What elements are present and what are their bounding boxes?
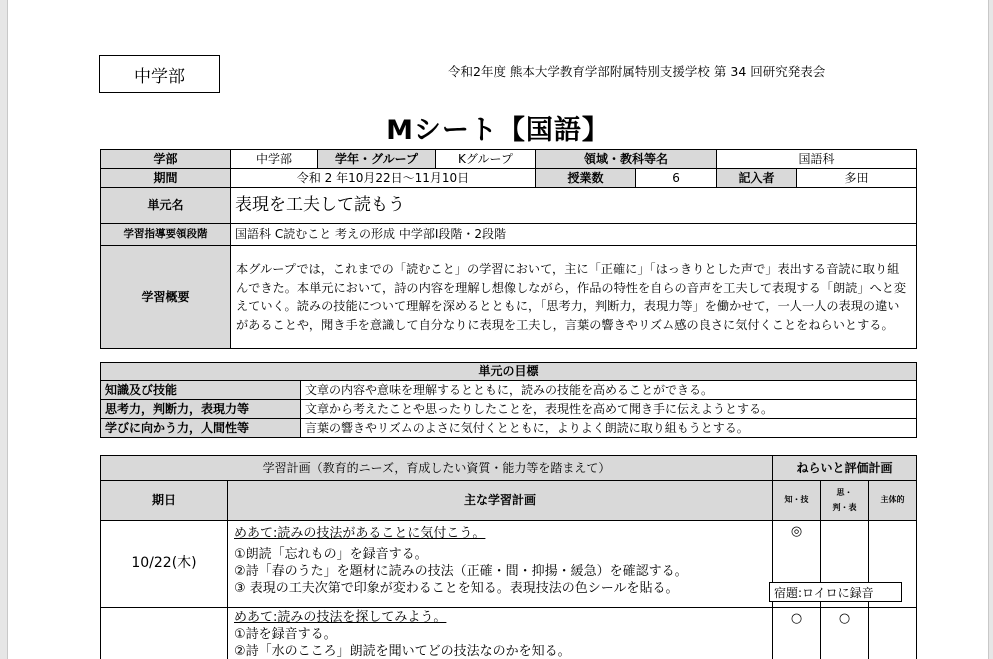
table-row xyxy=(101,608,917,659)
col-eval-thinking-bottom: 判・表 xyxy=(832,502,857,512)
area-value: 国語科 xyxy=(717,150,917,169)
col-plan: 主な学習計画 xyxy=(228,481,773,521)
row-step: ③ 表現の工夫次第で印象が変わることを知る。表現技法の色シールを貼る。 xyxy=(234,581,679,596)
goal-label-thinking: 思考力，判断力，表現力等 xyxy=(101,400,301,419)
col-eval-attitude: 主体的 xyxy=(869,481,917,521)
department-box xyxy=(99,55,220,93)
lessons-label: 授業数 xyxy=(536,169,636,188)
eval-mark-thinking: ○ xyxy=(821,608,869,659)
lessons-value: 6 xyxy=(636,169,717,188)
plan-heading: 学習計画（教育的ニーズ，育成したい資質・能力等を踏まえて） xyxy=(101,456,773,481)
row-plan xyxy=(228,608,773,659)
period-label: 期間 xyxy=(101,169,231,188)
row-date xyxy=(101,608,228,659)
unit-label: 単元名 xyxy=(101,188,231,224)
period-value: 令和 2 年10月22日〜11月10日 xyxy=(231,169,536,188)
row-step: ②詩「春のうた」を題材に読みの技法（正確・間・抑揚・緩急）を確認する。 xyxy=(234,564,688,579)
row-step: ①朗読「忘れもの」を録音する。 xyxy=(234,547,428,562)
col-date: 期日 xyxy=(101,481,228,521)
row-plan xyxy=(228,521,773,608)
goal-text-attitude: 言葉の響きやリズムのよさに気付くとともに，よりよく朗読に取り組もうとする。 xyxy=(301,419,917,438)
area-label: 領域・教科等名 xyxy=(536,150,717,169)
overview-text: 本グループでは，これまでの「読むこと」の学習において，主に「正確に」「はっきりとした声で」表出する音読に取り組んできた。本単元において，詩の内容を理解し想像しながら，作品の特性を自らの音声を工夫して表現する「朗読」へと変えていく。読みの技能について理解を深めるとともに，「思考力，判断力，表現力等」を働かせて，一人一人の表現の違いがあることや，聞き手を意識して自分なりに表現を工夫し，言葉の響きやリズム感の良さに気付くことをねらいとする。 xyxy=(231,246,917,349)
col-eval-knowledge: 知・技 xyxy=(773,481,821,521)
goals-table xyxy=(100,362,917,438)
info-table xyxy=(100,149,917,349)
guideline-label: 学習指導要領段階 xyxy=(101,224,231,246)
guideline-value: 国語科 C読むこと 考えの形成 中学部Ⅰ段階・2段階 xyxy=(231,224,917,246)
department-label: 中学部 xyxy=(134,66,185,87)
dept-label: 学部 xyxy=(101,150,231,169)
eval-heading: ねらいと評価計画 xyxy=(773,456,917,481)
grade-value: Kグループ xyxy=(436,150,536,169)
row-aim: めあて:読みの技法があることに気付こう。 xyxy=(234,526,486,541)
row-aim: めあて:読みの技法を探してみよう。 xyxy=(234,610,447,625)
goals-heading: 単元の目標 xyxy=(101,363,917,381)
plan-table xyxy=(100,455,917,659)
writer-value: 多田 xyxy=(797,169,917,188)
goal-text-thinking: 文章から考えたことや思ったりしたことを，表現性を高めて聞き手に伝えようとする。 xyxy=(301,400,917,419)
unit-value: 表現を工夫して読もう xyxy=(231,188,917,224)
homework-note: 宿題:ロイロに録音 xyxy=(769,582,902,602)
event-header: 令和2年度 熊本大学教育学部附属特別支援学校 第 34 回研究発表会 xyxy=(448,64,826,79)
page-title: Mシート【国語】 xyxy=(386,115,610,146)
col-eval-thinking xyxy=(821,481,869,521)
writer-label: 記入者 xyxy=(717,169,797,188)
eval-mark-knowledge: ○ xyxy=(773,608,821,659)
overview-label: 学習概要 xyxy=(101,246,231,349)
goal-label-knowledge: 知識及び技能 xyxy=(101,381,301,400)
goal-label-attitude: 学びに向かう力，人間性等 xyxy=(101,419,301,438)
dept-value: 中学部 xyxy=(231,150,318,169)
row-date: 10/22(木) xyxy=(101,521,228,608)
eval-mark-attitude xyxy=(869,608,917,659)
eval-mark-knowledge: ◎ xyxy=(773,521,821,608)
col-eval-thinking-top: 思・ xyxy=(836,487,853,497)
grade-label: 学年・グループ xyxy=(318,150,436,169)
goal-text-knowledge: 文章の内容や意味を理解するとともに，読みの技能を高めることができる。 xyxy=(301,381,917,400)
document-page xyxy=(7,0,989,659)
row-step: ①詩を録音する。 xyxy=(234,627,337,642)
row-step: ②詩「水のこころ」朗読を聞いてどの技法なのかを知る。 xyxy=(234,644,571,659)
